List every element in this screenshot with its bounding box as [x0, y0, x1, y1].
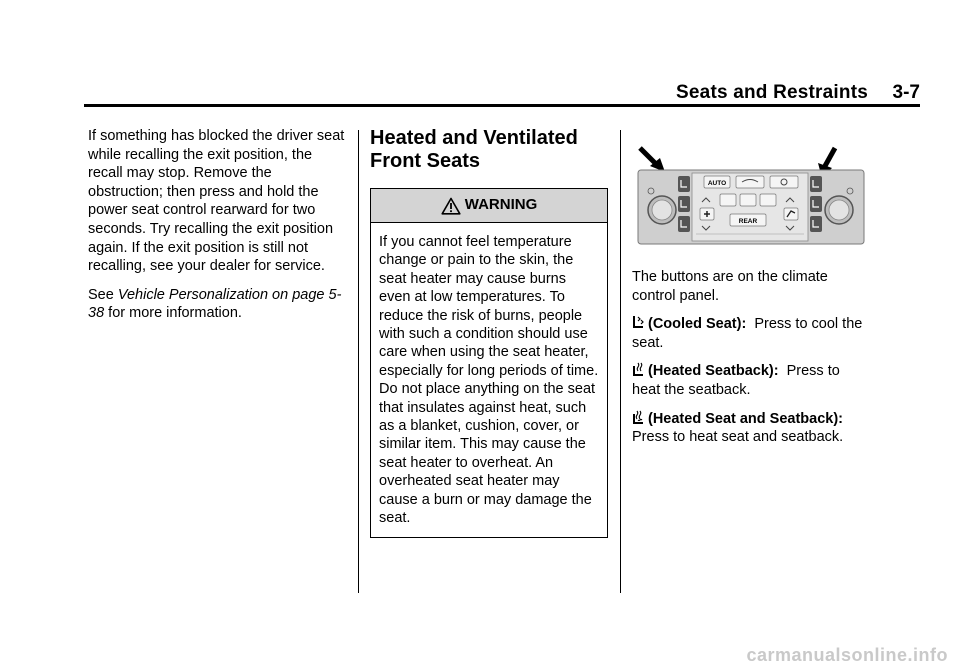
- heated-seat-seatback-label: (Heated Seat and Seatback):: [648, 410, 844, 427]
- heated-seatback-label: (Heated Seatback):: [648, 363, 779, 380]
- heated-seatback-item: [632, 362, 872, 399]
- heated-seat-seatback-icon: [632, 410, 645, 425]
- see-reference-paragraph: [88, 286, 350, 323]
- watermark: carmanualsonline.info: [746, 645, 948, 665]
- heated-seat-seatback-desc: Press to heat seat and seatback.: [632, 429, 844, 446]
- column-divider-right: [620, 130, 621, 593]
- see-suffix: for more information.: [104, 305, 242, 322]
- column-divider-left: [358, 130, 359, 593]
- column-3: [632, 127, 872, 457]
- recall-paragraph: If something has blocked the driver seat while recalling the exit position, the recall may stop. Remove the obstruction; then press and hold the power seat control rearward for two seconds. Try recalling the exit position again. If the exit position is still not recalling, see your dealer for service.: [88, 128, 345, 275]
- see-prefix: See: [88, 286, 118, 303]
- left-seat-buttons: [678, 176, 690, 232]
- warning-text: If you cannot feel temperature change or pain to the skin, the seat heater may cause burns even at low temperatures. To reduce the risk of burns, people with such a condition should use care when using the seat heater, especially for long periods of time. Do not place anything on the seat that insulates against heat, such as a blanket, cushion, cover, or similar item. This may cause the seat heater to overheat. An overheated seat heater may cause a burn or may damage the seat.: [379, 234, 599, 527]
- cooled-seat-item: [632, 315, 872, 352]
- climate-control-panel-illustration: [632, 130, 867, 248]
- heated-seat-seatback-item: [632, 410, 872, 447]
- column-1: [88, 127, 350, 333]
- warning-triangle-icon: [441, 197, 461, 215]
- warning-label: WARNING: [464, 196, 538, 214]
- section-title: Heated and Ventilated Front Seats: [370, 127, 578, 172]
- cooled-seat-desc: Press to cool the seat.: [632, 316, 863, 351]
- heated-seatback-icon: [632, 362, 645, 377]
- cooled-seat-label: (Cooled Seat):: [648, 316, 747, 333]
- left-arrow-icon: [640, 148, 665, 172]
- cooled-seat-icon: [632, 315, 645, 330]
- warning-box: [370, 188, 608, 538]
- rear-button-label: REAR: [738, 218, 758, 225]
- warning-header: [371, 189, 607, 223]
- running-header-title: Seats and Restraints: [676, 82, 868, 103]
- heated-seatback-desc: Press to heat the seatback.: [632, 363, 840, 398]
- right-seat-buttons: [810, 176, 822, 232]
- page-number: 3-7: [892, 82, 920, 103]
- auto-button-label: AUTO: [707, 180, 727, 187]
- column-2: [370, 127, 610, 538]
- cross-reference-link[interactable]: Vehicle Personalization on page 5-38: [88, 286, 342, 322]
- header-rule: [84, 104, 920, 107]
- panel-intro: The buttons are on the climate control panel.: [632, 269, 828, 304]
